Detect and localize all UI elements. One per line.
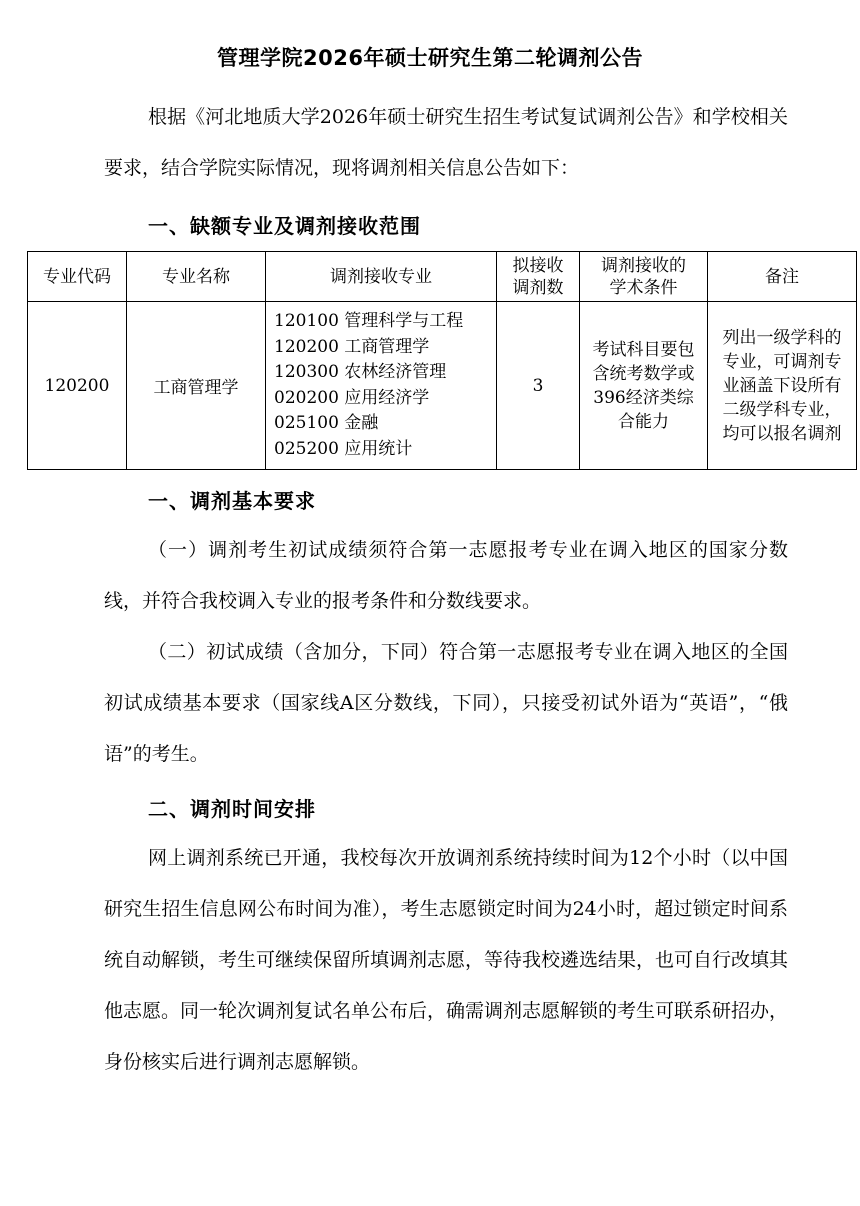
cell-academic-condition: 考试科目要包含统考数学或396经济类综合能力 xyxy=(580,302,708,470)
table-row xyxy=(28,302,857,470)
header-accepted-majors: 调剂接收专业 xyxy=(266,252,497,302)
table-header-row xyxy=(28,252,857,302)
header-quota-count-line2: 调剂数 xyxy=(512,277,564,298)
accepted-major-item: 025100 金融 xyxy=(274,413,379,433)
cell-note: 列出一级学科的专业，可调剂专业涵盖下设所有二级学科专业，均可以报名调剂 xyxy=(708,302,857,470)
requirement-paragraph-1: （一）调剂考生初试成绩须符合第一志愿报考专业在调入地区的国家分数线，并符合我校调入专业的报考条件和分数线要求。 xyxy=(104,539,788,612)
section-heading-quota: 一、缺额专业及调剂接收范围 xyxy=(148,214,421,238)
schedule-paragraph: 网上调剂系统已开通，我校每次开放调剂系统持续时间为12个小时（以中国研究生招生信息网公布时间为准），考生志愿锁定时间为24小时，超过锁定时间系统自动解锁，考生可继续保留所填调剂志愿，等待我校遴选结果，也可自行改填其他志愿。同一轮次调剂复试名单公布后，确需调剂志愿解锁的考生可联系研招办，身份核实后进行调剂志愿解锁。 xyxy=(104,847,789,1073)
accepted-major-item: 120200 工商管理学 xyxy=(274,336,430,357)
header-condition-line1: 调剂接收的 xyxy=(601,255,686,276)
cell-major-code: 120200 xyxy=(28,302,127,470)
header-note: 备注 xyxy=(708,252,857,302)
document-title: 管理学院2026年硕士研究生第二轮调剂公告 xyxy=(217,46,643,70)
cell-accepted-majors xyxy=(266,302,497,470)
accepted-major-item: 120300 农林经济管理 xyxy=(274,362,447,382)
section-heading-requirements: 一、调剂基本要求 xyxy=(148,489,316,513)
header-quota-count-line1: 拟接收 xyxy=(512,255,564,276)
requirement-paragraph-2: （二）初试成绩（含加分，下同）符合第一志愿报考专业在调入地区的全国初试成绩基本要求（国家线A区分数线，下同），只接受初试外语为“英语”，“俄语”的考生。 xyxy=(104,641,788,765)
intro-paragraph: 根据《河北地质大学2026年硕士研究生招生考试复试调剂公告》和学校相关要求，结合学院实际情况，现将调剂相关信息公告如下： xyxy=(104,106,788,179)
quota-table xyxy=(27,251,857,470)
header-condition-line2: 学术条件 xyxy=(609,277,678,298)
header-major-code: 专业代码 xyxy=(28,252,127,302)
cell-major-name: 工商管理学 xyxy=(127,302,266,470)
header-quota-count xyxy=(497,252,580,302)
header-major-name: 专业名称 xyxy=(127,252,266,302)
section-heading-schedule: 二、调剂时间安排 xyxy=(148,797,316,821)
header-academic-condition xyxy=(580,252,708,302)
accepted-major-item: 120100 管理科学与工程 xyxy=(274,311,464,331)
cell-quota-count: 3 xyxy=(497,302,580,470)
accepted-major-item: 025200 应用统计 xyxy=(274,438,413,459)
accepted-major-item: 020200 应用经济学 xyxy=(274,387,430,408)
